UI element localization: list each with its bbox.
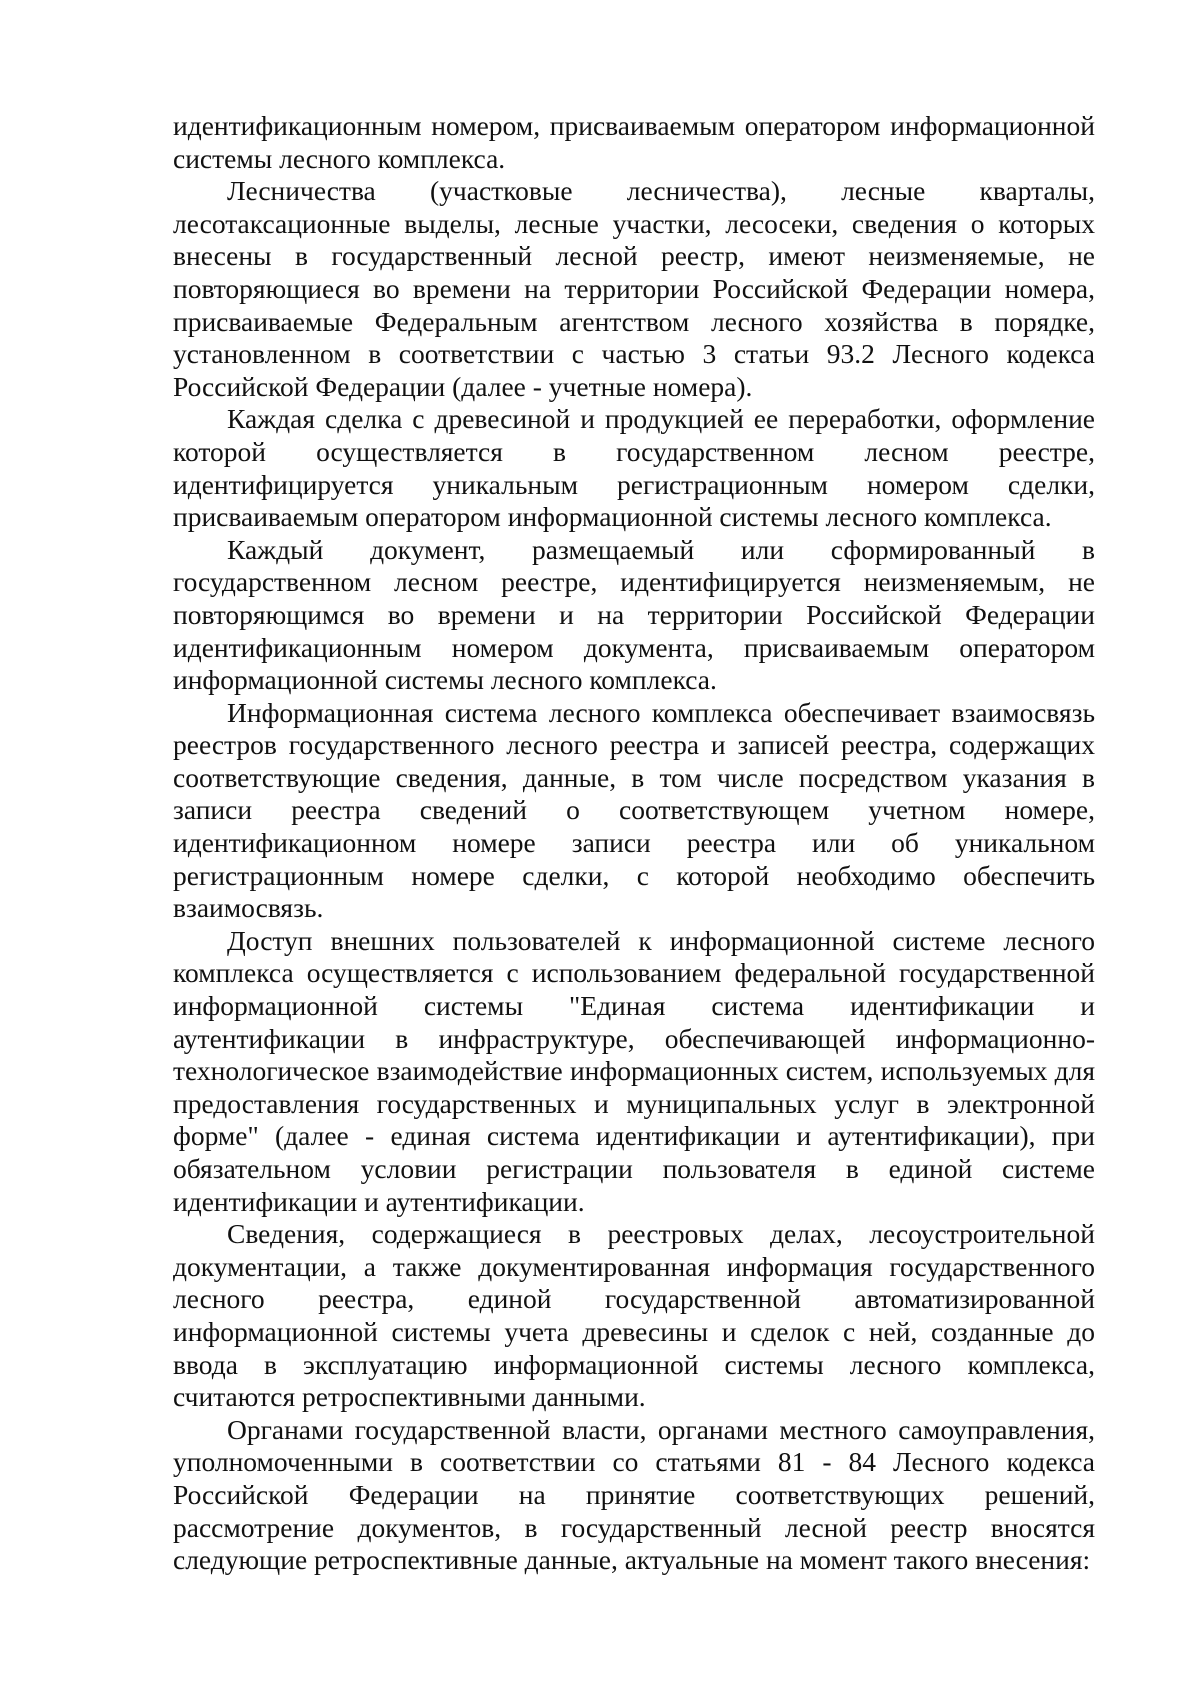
paragraph-deal-registration: Каждая сделка с древесиной и продукцией ее переработки, оформление которой осуществляется в государственном лесном реестре, идентифицируется уникальным регистрационным номером сделки, присваиваемым оператором информационной системы лесного комплекса. — [173, 403, 1095, 533]
paragraph-external-access: Доступ внешних пользователей к информационной системе лесного комплекса осуществляется с использованием федеральной государственной информационной системы "Единая система идентификации и аутентификации в инфраструктуре, обеспечивающей информационно-технологическое взаимодействие информационных систем, используемых для предоставления государственных и муниципальных услуг в электронной форме" (далее - единая система идентификации и аутентификации), при обязательном условии регистрации пользователя в единой системе идентификации и аутентификации. — [173, 924, 1095, 1217]
paragraph-document-id: Каждый документ, размещаемый или сформированный в государственном лесном реестре, идентифицируется неизменяемым, не повторяющимся во времени и на территории Российской Федерации идентификационным номером документа, присваиваемым оператором информационной системы лесного комплекса. — [173, 533, 1095, 696]
paragraph-forest-numbers: Лесничества (участковые лесничества), лесные кварталы, лесотаксационные выделы, лесные участки, лесосеки, сведения о которых внесены в государственный лесной реестр, имеют неизменяемые, не повторяющиеся во времени на территории Российской Федерации номера, присваиваемые Федеральным агентством лесного хозяйства в порядке, установленном в соответствии с частью 3 статьи 93.2 Лесного кодекса Российской Федерации (далее - учетные номера). — [173, 175, 1095, 402]
paragraph-authorities-entry: Органами государственной власти, органами местного самоуправления, уполномоченными в соответствии со статьями 81 - 84 Лесного кодекса Российской Федерации на принятие соответствующих решений, рассмотрение документов, в государственный лесной реестр вносятся следующие ретроспективные данные, актуальные на момент такого внесения: — [173, 1413, 1095, 1576]
paragraph-continuation: идентификационным номером, присваиваемым оператором информационной системы лесного комплекса. — [173, 110, 1095, 174]
paragraph-system-linkage: Информационная система лесного комплекса обеспечивает взаимосвязь реестров государственного лесного реестра и записей реестра, содержащих соответствующие сведения, данные, в том числе посредством указания в записи реестра сведений о соответствующем учетном номере, идентификационном номере записи реестра или об уникальном регистрационным номере сделки, с которой необходимо обеспечить взаимосвязь. — [173, 696, 1095, 924]
document-page — [173, 110, 1095, 1577]
paragraph-retrospective-data: Сведения, содержащиеся в реестровых делах, лесоустроительной документации, а также документированная информация государственного лесного реестра, единой государственной автоматизированной информационной системы учета древесины и сделок с ней, созданные до ввода в эксплуатацию информационной системы лесного комплекса, считаются ретроспективными данными. — [173, 1218, 1095, 1413]
